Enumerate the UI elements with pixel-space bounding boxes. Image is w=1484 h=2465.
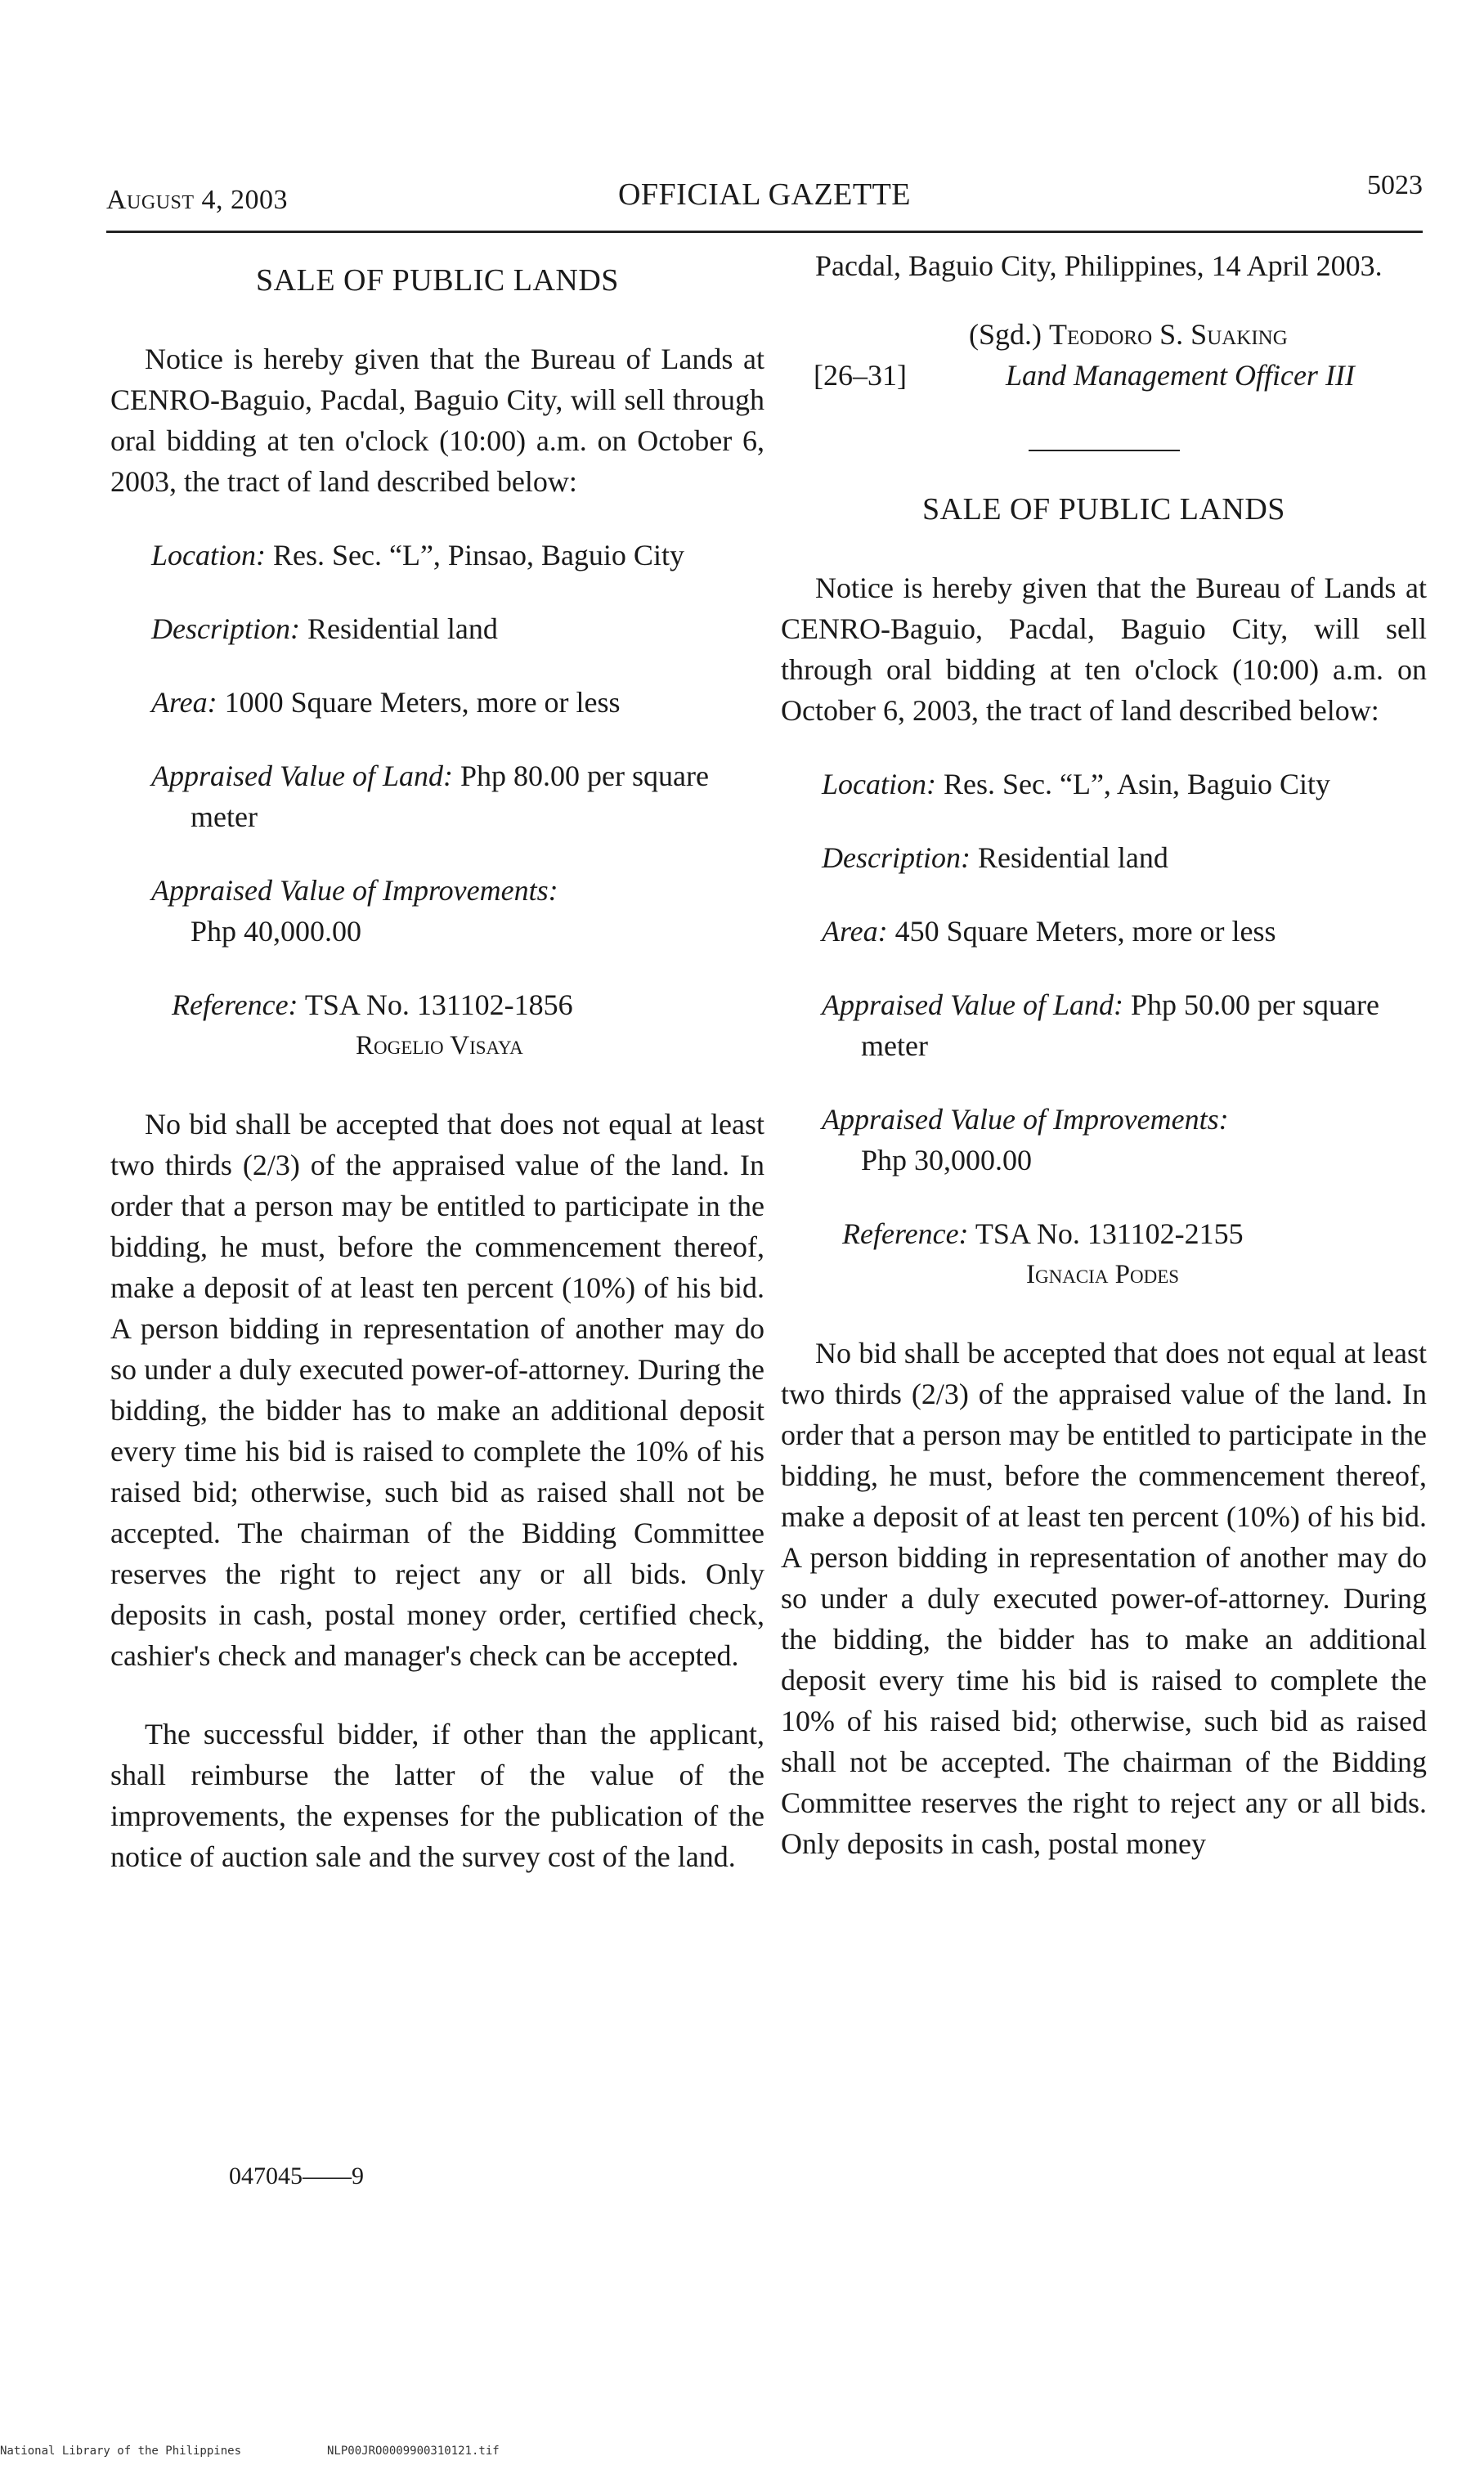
right-intro: Notice is hereby given that the Bureau of Lands at CENRO-Baguio, Pacdal, Baguio City, will sell through oral bidding at ten o'clock (10:00) a.m. on October 6, 2003, the tract of land described below:	[781, 571, 1427, 727]
left-area-label: Area:	[151, 686, 217, 719]
signatory-name: Teodoro S. Suaking	[1049, 318, 1288, 351]
right-area	[822, 911, 1427, 952]
issue-range: [26–31]	[814, 359, 907, 392]
signature-line	[969, 314, 1288, 355]
right-appraised-improvements	[822, 1099, 1427, 1181]
left-appraised-land-value: Php 80.00 per square meter	[191, 760, 709, 833]
right-appraised-land-value: Php 50.00 per square meter	[861, 988, 1379, 1062]
section-divider	[1029, 450, 1180, 451]
left-reference-label: Reference:	[172, 988, 298, 1021]
left-heading: SALE OF PUBLIC LANDS	[256, 263, 619, 298]
right-heading: SALE OF PUBLIC LANDS	[922, 492, 1285, 527]
right-appraised-improvements-value: Php 30,000.00	[861, 1144, 1033, 1176]
header-date: August 4, 2003	[106, 185, 289, 215]
right-location-value: Res. Sec. “L”, Asin, Baguio City	[944, 768, 1330, 800]
right-reference-label: Reference:	[842, 1217, 969, 1250]
right-description	[822, 837, 1427, 878]
right-appraised-land-label: Appraised Value of Land:	[822, 988, 1123, 1021]
print-code: 047045——9	[229, 2162, 364, 2189]
right-appraised-improvements-label: Appraised Value of Improvements:	[822, 1103, 1229, 1136]
right-date-line: Pacdal, Baguio City, Philippines, 14 April 2003.	[815, 249, 1383, 282]
left-applicant-name: Rogelio Visaya	[356, 1031, 523, 1060]
page-header	[106, 170, 1423, 227]
left-description-value: Residential land	[307, 612, 498, 645]
right-description-value: Residential land	[977, 841, 1168, 874]
left-conditions: No bid shall be accepted that does not equal at least two thirds (2/3) of the appraised value of the land. In order that a person may be entitled to participate in the bidding, he must, before the commencement thereof, make a deposit of at least ten percent (10%) of his bid. A person bidding in representation of another may do so under a duly executed power-of-attorney. During the bidding, the bidder has to make an additional deposit every time his bid is raised to complete the 10% of his raised bid; otherwise, such bid as raised shall not be accepted. The chairman of the Bidding Committee reserves the right to reject any or all bids. Only deposits in cash, postal money order, certified check, cashier's check and manager's check can be accepted.	[110, 1108, 764, 1672]
left-reimburse: The successful bidder, if other than the applicant, shall reimburse the latter of the value of the improvements, the expenses for the publication of the notice of auction sale and the survey cost of the land.	[110, 1718, 764, 1873]
scan-file-name: NLP00JRO0009900310121.tif	[327, 2445, 500, 2458]
right-reference	[842, 1213, 1427, 1295]
right-applicant-name: Ignacia Podes	[1026, 1260, 1180, 1289]
left-appraised-improvements-value: Php 40,000.00	[191, 915, 362, 948]
right-area-value: 450 Square Meters, more or less	[894, 915, 1276, 948]
left-location-label: Location:	[151, 539, 266, 571]
left-location	[151, 535, 764, 576]
right-location-label: Location:	[822, 768, 936, 800]
left-reference	[172, 984, 764, 1066]
scan-library-credit: National Library of the Philippines	[0, 2445, 242, 2458]
left-appraised-improvements-label: Appraised Value of Improvements:	[151, 874, 558, 907]
right-conditions: No bid shall be accepted that does not equal at least two thirds (2/3) of the appraised value of the land. In order that a person may be entitled to participate in the bidding, he must, before the commencement thereof, make a deposit of at least ten percent (10%) of his bid. A person bidding in representation of another may do so under a duly executed power-of-attorney. During the bidding, the bidder has to make an additional deposit every time his bid is raised to complete the 10% of his raised bid; otherwise, such bid as raised shall not be accepted. The chairman of the Bidding Committee reserves the right to reject any or all bids. Only deposits in cash, postal money	[781, 1337, 1427, 1860]
right-appraised-land	[822, 984, 1427, 1066]
right-area-label: Area:	[822, 915, 888, 948]
sgd-prefix: (Sgd.)	[969, 318, 1042, 351]
left-appraised-land-label: Appraised Value of Land:	[151, 760, 453, 792]
right-description-label: Description:	[822, 841, 971, 874]
header-rule	[106, 231, 1423, 233]
left-description	[151, 608, 764, 649]
signatory-role: Land Management Officer III	[1006, 359, 1355, 392]
left-intro: Notice is hereby given that the Bureau of Lands at CENRO-Baguio, Pacdal, Baguio City, will sell through oral bidding at ten o'clock (10:00) a.m. on October 6, 2003, the tract of land described below:	[110, 343, 764, 498]
left-description-label: Description:	[151, 612, 300, 645]
header-page-number: 5023	[1367, 170, 1423, 200]
header-title: OFFICIAL GAZETTE	[617, 177, 912, 212]
left-appraised-land	[151, 755, 764, 837]
right-location	[822, 764, 1427, 804]
left-column	[110, 260, 764, 1877]
left-area	[151, 682, 764, 723]
signature-block	[781, 314, 1427, 404]
left-reference-value: TSA No. 131102-1856	[304, 988, 573, 1021]
left-area-value: 1000 Square Meters, more or less	[224, 686, 621, 719]
right-column	[781, 245, 1427, 1864]
left-location-value: Res. Sec. “L”, Pinsao, Baguio City	[273, 539, 684, 571]
left-appraised-improvements	[151, 870, 764, 952]
right-reference-value: TSA No. 131102-2155	[975, 1217, 1244, 1250]
